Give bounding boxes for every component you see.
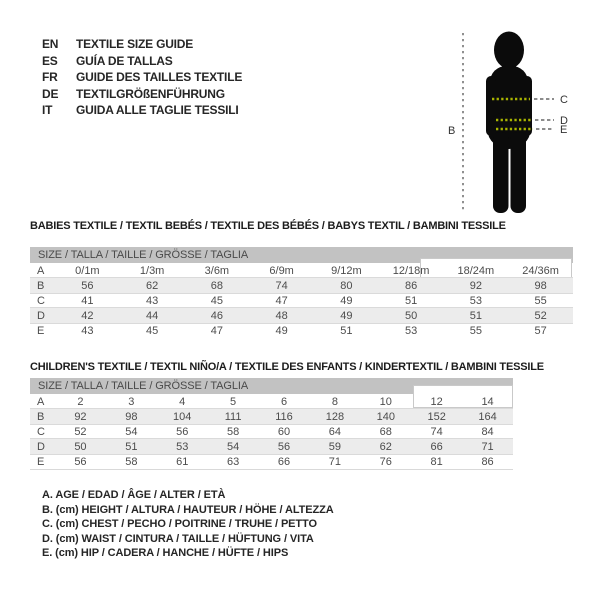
table-cell: 51 xyxy=(340,324,353,337)
table-cell: 0/1m xyxy=(75,264,100,277)
table-cell: 53 xyxy=(405,324,418,337)
table-cell: 8 xyxy=(331,395,338,408)
row-label: D xyxy=(37,440,45,453)
table-cell: 86 xyxy=(481,455,494,468)
table-cell: 140 xyxy=(376,410,395,423)
table-cell: 74 xyxy=(430,425,443,438)
table-cell: 86 xyxy=(405,279,418,292)
babies-table-header: SIZE / TALLA / TAILLE / GRÖSSE / TAGLIA xyxy=(30,247,573,263)
table-cell: 56 xyxy=(81,279,94,292)
figure-label-e: E xyxy=(560,124,568,136)
table-cell: 152 xyxy=(427,410,446,423)
table-row xyxy=(30,409,513,424)
language-title-list xyxy=(42,36,242,119)
language-row-it xyxy=(42,102,242,119)
table-cell: 45 xyxy=(146,324,159,337)
table-cell: 52 xyxy=(74,425,87,438)
table-cell: 50 xyxy=(74,440,87,453)
table-cell: 56 xyxy=(74,455,87,468)
table-cell: 55 xyxy=(469,324,482,337)
language-row-en xyxy=(42,36,242,53)
table-cell: 18/24m xyxy=(457,264,495,277)
table-cell: 49 xyxy=(275,324,288,337)
table-cell: 52 xyxy=(534,309,547,322)
table-cell: 60 xyxy=(277,425,291,438)
table-cell: 76 xyxy=(379,455,392,468)
legend-item-height: B. (cm) HEIGHT / ALTURA / HAUTEUR / HÖHE / ALTEZZA xyxy=(42,503,334,516)
table-row xyxy=(30,323,573,338)
table-cell: 12/18m xyxy=(392,264,430,277)
table-row xyxy=(30,394,513,409)
row-label: B xyxy=(37,279,45,292)
table-cell: 47 xyxy=(275,294,288,307)
row-label: E xyxy=(37,455,45,468)
table-cell: 14 xyxy=(481,395,494,408)
row-label: C xyxy=(37,425,45,438)
table-cell: 98 xyxy=(125,410,138,423)
table-cell: 51 xyxy=(125,440,138,453)
table-cell: 92 xyxy=(74,410,87,423)
table-cell: 59 xyxy=(328,440,342,453)
table-cell: 51 xyxy=(405,294,418,307)
language-label: GUÍA DE TALLAS xyxy=(76,53,173,68)
table-cell: 43 xyxy=(81,324,94,337)
table-cell: 92 xyxy=(469,279,482,292)
table-cell: 46 xyxy=(210,309,223,322)
table-cell: 1/3m xyxy=(139,264,165,277)
table-cell: 62 xyxy=(379,440,392,453)
row-label: D xyxy=(37,309,45,322)
table-cell: 54 xyxy=(226,440,240,453)
language-code: FR xyxy=(42,70,58,84)
table-cell: 111 xyxy=(224,410,242,423)
table-cell: 68 xyxy=(210,279,223,292)
table-cell: 116 xyxy=(275,410,293,423)
table-cell: 49 xyxy=(340,294,353,307)
table-cell: 104 xyxy=(173,410,192,423)
table-cell: 45 xyxy=(210,294,223,307)
measurement-legend xyxy=(42,488,334,561)
row-label: A xyxy=(37,395,45,408)
table-cell: 84 xyxy=(481,425,494,438)
language-code: DE xyxy=(42,86,59,101)
language-label: TEXTILGRÖßENFÜHRUNG xyxy=(76,86,225,101)
table-cell: 55 xyxy=(534,294,547,307)
table-cell: 41 xyxy=(81,294,94,307)
language-row-de xyxy=(42,86,242,103)
table-cell: 51 xyxy=(469,309,482,322)
row-label: E xyxy=(37,324,45,337)
table-cell: 81 xyxy=(430,455,443,468)
babies-section-title: BABIES TEXTILE / TEXTIL BEBÉS / TEXTILE DES BÉBÉS / BABYS TEXTIL / BAMBINI TESSILE xyxy=(30,220,506,232)
table-row xyxy=(30,293,573,308)
table-cell: 56 xyxy=(277,440,291,453)
children-section-title: CHILDREN'S TEXTILE / TEXTIL NIÑO/A / TEXTILE DES ENFANTS / KINDERTEXTIL / BAMBINI TESSILE xyxy=(30,361,544,373)
table-cell: 9/12m xyxy=(331,264,362,277)
children-table-header: SIZE / TALLA / TAILLE / GRÖSSE / TAGLIA xyxy=(30,378,513,394)
legend-item-waist: D. (cm) WAIST / CINTURA / TAILLE / HÜFTUNG / VITA xyxy=(42,532,314,545)
table-cell: 164 xyxy=(478,410,497,423)
table-cell: 66 xyxy=(277,455,291,468)
table-cell: 24/36m xyxy=(522,264,559,277)
row-label: B xyxy=(37,410,45,423)
table-row xyxy=(30,439,513,454)
table-cell: 12 xyxy=(430,395,443,408)
table-cell: 44 xyxy=(146,309,159,322)
table-cell: 57 xyxy=(534,324,547,337)
table-cell: 3/6m xyxy=(204,264,230,277)
table-cell: 2 xyxy=(77,395,84,408)
table-cell: 58 xyxy=(125,455,138,468)
language-code: ES xyxy=(42,53,58,68)
legend-item-age: A. AGE / EDAD / ÂGE / ALTER / ETÀ xyxy=(42,489,226,501)
table-cell: 128 xyxy=(325,410,345,423)
table-cell: 71 xyxy=(328,455,342,468)
table-cell: 10 xyxy=(379,395,392,408)
child-body-silhouette xyxy=(486,32,532,214)
table-cell: 56 xyxy=(176,425,189,438)
table-row xyxy=(30,424,513,439)
table-cell: 66 xyxy=(430,440,443,453)
table-row xyxy=(30,308,573,323)
legend-item-chest: C. (cm) CHEST / PECHO / POITRINE / TRUHE / PETTO xyxy=(42,518,317,531)
table-cell: 50 xyxy=(405,309,418,322)
table-row xyxy=(30,454,513,469)
table-cell: 71 xyxy=(481,440,494,453)
table-cell: 48 xyxy=(275,309,288,322)
table-row xyxy=(30,263,573,278)
language-code: EN xyxy=(42,37,59,51)
table-cell: 68 xyxy=(379,425,392,438)
table-cell: 49 xyxy=(340,309,353,322)
table-cell: 58 xyxy=(226,425,240,438)
language-code: IT xyxy=(42,103,53,117)
language-label: TEXTILE SIZE GUIDE xyxy=(76,37,194,51)
language-label: GUIDE DES TAILLES TEXTILE xyxy=(76,70,243,84)
child-silhouette-figure xyxy=(440,20,590,230)
table-cell: 80 xyxy=(340,279,353,292)
row-label: C xyxy=(37,294,45,307)
language-row-fr xyxy=(42,69,242,86)
legend-item-hip: E. (cm) HIP / CADERA / HANCHE / HÜFTE / HIPS xyxy=(42,547,289,560)
table-cell: 47 xyxy=(210,324,223,337)
language-row-es xyxy=(42,53,242,70)
table-cell: 74 xyxy=(275,279,288,292)
table-cell: 6/9m xyxy=(269,264,294,277)
table-cell: 6 xyxy=(280,395,288,408)
language-label: GUIDA ALLE TAGLIE TESSILI xyxy=(76,103,239,117)
figure-label-b: B xyxy=(448,125,456,137)
table-cell: 53 xyxy=(469,294,482,307)
table-cell: 54 xyxy=(125,425,138,438)
table-cell: 63 xyxy=(226,455,240,468)
table-cell: 4 xyxy=(179,395,186,408)
figure-label-c: C xyxy=(560,94,568,106)
figure-label-d: D xyxy=(560,115,568,127)
table-cell: 64 xyxy=(328,425,342,438)
table-cell: 3 xyxy=(128,395,135,408)
table-cell: 61 xyxy=(176,455,189,468)
table-cell: 43 xyxy=(146,294,159,307)
table-cell: 5 xyxy=(230,395,237,408)
row-label: A xyxy=(37,264,45,277)
table-cell: 62 xyxy=(146,279,159,292)
table-cell: 98 xyxy=(534,279,547,292)
table-cell: 53 xyxy=(176,440,189,453)
table-cell: 42 xyxy=(81,309,94,322)
table-row xyxy=(30,278,573,293)
